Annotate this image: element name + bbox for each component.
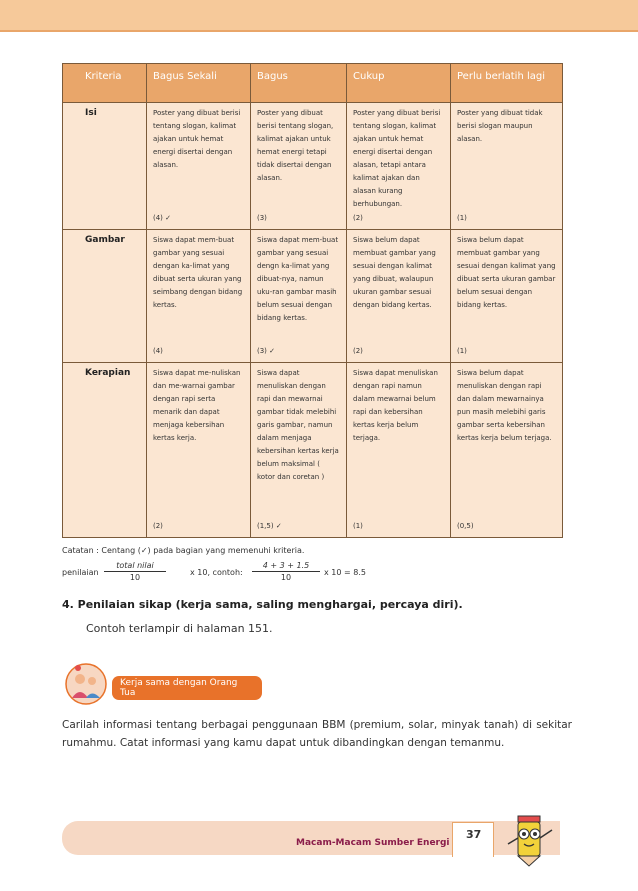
cell-text: Siswa belum dapat membuat gambar yang sesuai dengan kalimat yang dibuat, walaupun ukuran gambar sesuai dengan bidang kertas.	[353, 236, 436, 309]
table-cell	[451, 230, 563, 363]
cell-text: Siswa belum dapat membuat gambar yang sesuai dengan kalimat yang dibuat serta ukuran gambar belum sesuai dengan bidang kertas.	[457, 236, 556, 309]
cell-text: Poster yang dibuat berisi tentang slogan, kalimat ajakan untuk hemat energi tetapi tidak disertai dengan alasan.	[257, 109, 334, 182]
rubric-table	[62, 63, 563, 538]
header-cell: Kriteria	[63, 64, 147, 103]
cell-score: (3)	[257, 214, 267, 222]
cell-score: (2)	[353, 214, 363, 222]
table-cell	[451, 103, 563, 230]
section-4-title: 4. Penilaian sikap (kerja sama, saling menghargai, percaya diri).	[62, 598, 463, 611]
table-cell	[347, 103, 451, 230]
fraction-total	[104, 561, 166, 583]
cell-text: Siswa dapat menuliskan dengan rapi namun dalam mewarnai belum rapi dan kebersihan kertas kerja belum terjaga.	[353, 369, 438, 442]
criterion-cell: Gambar	[63, 230, 147, 363]
cell-score: (2)	[353, 347, 363, 355]
table-header-row	[63, 64, 563, 103]
section-4-subtitle: Contoh terlampir di halaman 151.	[86, 622, 273, 635]
table-row	[63, 103, 563, 230]
score-formula	[62, 562, 562, 584]
cell-text: Siswa belum dapat menuliskan dengan rapi dan dalam mewarnainya pun masih melebihi garis gambar serta kebersihan kertas kerja belum terjaga.	[457, 369, 552, 442]
header-cell: Perlu berlatih lagi	[451, 64, 563, 103]
cell-score: (1,5) ✓	[257, 522, 282, 530]
cell-text: Siswa dapat me-nuliskan dan me-warnai gambar dengan rapi serta menarik dan dapat menjaga kebersihan kertas kerja.	[153, 369, 241, 442]
cell-score: (1)	[353, 522, 363, 530]
fraction-numerator: total nilai	[104, 561, 166, 572]
header-cell: Bagus	[251, 64, 347, 103]
table-cell	[451, 363, 563, 538]
cell-text: Siswa dapat menuliskan dengan rapi dan mewarnai gambar tidak melebihi garis gambar, namun dalam menjaga kebersihan kertas kerja belum maksimal ( kotor dan coretan )	[257, 369, 339, 481]
cell-text: Poster yang dibuat tidak berisi slogan maupun alasan.	[457, 109, 543, 143]
cell-score: (1)	[457, 347, 467, 355]
activity-paragraph: Carilah informasi tentang berbagai penggunaan BBM (premium, solar, minyak tanah) di sekitar rumahmu. Catat informasi yang kamu dapat untuk dibandingkan dengan temanmu.	[62, 719, 572, 749]
table-cell	[147, 363, 251, 538]
fraction-example	[252, 561, 320, 583]
fraction-numerator: 4 + 3 + 1.5	[252, 561, 320, 572]
header-cell: Cukup	[347, 64, 451, 103]
table-cell	[147, 230, 251, 363]
parent-child-icon	[62, 662, 110, 706]
cell-score: (2)	[153, 522, 163, 530]
table-cell	[347, 363, 451, 538]
table-cell	[251, 363, 347, 538]
table-cell	[347, 230, 451, 363]
cell-text: Siswa dapat mem-buat gambar yang sesuai dengan ka-limat yang dibuat serta ukuran yang seimbang dengan bidang kertas.	[153, 236, 243, 309]
table-cell	[147, 103, 251, 230]
cell-score: (3) ✓	[257, 347, 276, 355]
table-row	[63, 230, 563, 363]
formula-prefix: penilaian	[62, 568, 99, 577]
header-cell: Bagus Sekali	[147, 64, 251, 103]
cell-score: (0,5)	[457, 522, 474, 530]
formula-middle: x 10, contoh:	[190, 568, 243, 577]
parent-activity-badge	[62, 662, 262, 706]
page-number: 37	[466, 828, 482, 841]
table-note: Catatan : Centang (✓) pada bagian yang memenuhi kriteria.	[62, 546, 305, 555]
pencil-mascot-icon	[498, 808, 558, 868]
top-band	[0, 0, 638, 30]
table-row	[63, 363, 563, 538]
cell-score: (4) ✓	[153, 214, 172, 222]
top-divider	[0, 30, 638, 32]
table-cell	[251, 103, 347, 230]
cell-text: Siswa dapat mem-buat gambar yang sesuai dengn ka-limat yang dibuat-nya, namun uku-ran gambar masih belum sesuai dengan bidang kertas.	[257, 236, 339, 322]
table-cell	[251, 230, 347, 363]
fraction-denominator: 10	[129, 573, 141, 582]
cell-score: (4)	[153, 347, 163, 355]
footer-chapter-title: Macam-Macam Sumber Energi	[296, 838, 450, 848]
criterion-cell: Isi	[63, 103, 147, 230]
criterion-cell: Kerapian	[63, 363, 147, 538]
cell-score: (1)	[457, 214, 467, 222]
fraction-denominator: 10	[280, 573, 292, 582]
cell-text: Poster yang dibuat berisi tentang slogan, kalimat ajakan untuk hemat energi disertai dengan alasan.	[153, 109, 241, 169]
formula-result: x 10 = 8.5	[324, 568, 366, 577]
cell-text: Poster yang dibuat berisi tentang slogan, kalimat ajakan untuk hemat energi disertai dengan alasan, tetapi antara kalimat ajakan dan alasan kurang berhubungan.	[353, 109, 441, 208]
parent-activity-label: Kerja sama dengan Orang Tua	[112, 676, 262, 700]
